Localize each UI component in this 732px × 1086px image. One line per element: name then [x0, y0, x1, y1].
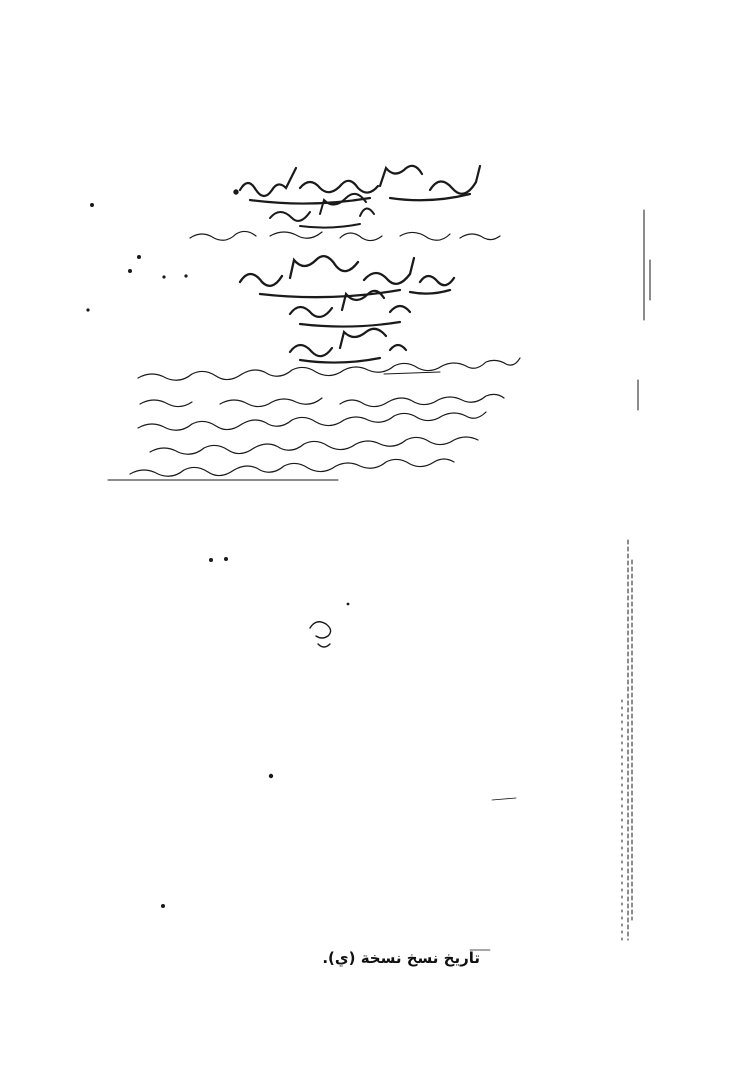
heading-line-1 — [234, 166, 480, 204]
stray-dots — [86, 203, 349, 908]
blessing-line — [190, 231, 500, 240]
body-text — [108, 358, 520, 480]
caption-text: تاريخ نسخ نسخة (ي). — [322, 949, 480, 967]
right-margin-marks — [622, 210, 650, 940]
heading-line-5 — [290, 329, 406, 363]
heading-line-3 — [240, 256, 454, 297]
ink-blot — [310, 622, 331, 647]
